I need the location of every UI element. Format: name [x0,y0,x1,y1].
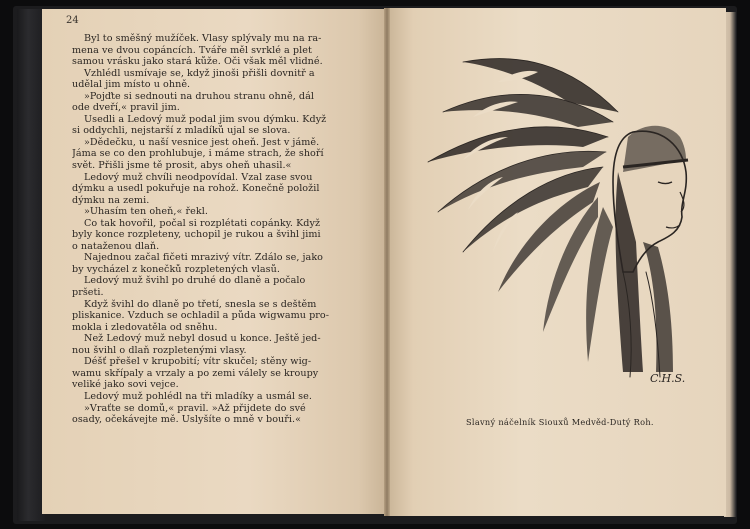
book-cover-spine-edge [17,9,45,521]
story-text [72,33,378,426]
text-line: osady, očekávejte mě. Uslyšíte o mně v bouři.« [72,414,302,426]
svg-text:C.H.S.: C.H.S. [650,372,686,385]
chief-head [613,126,688,377]
text-line: Vzhlédl usmívaje se, když jinoši přišli dovnitř a [84,67,315,79]
text-line: dýmku na zemi. [72,194,150,206]
text-line: Byl to směšný mužíček. Vlasy splývaly mu na ra- [84,33,322,44]
text-line: »Uhasím ten oheň,« řekl. [84,206,208,218]
book-gutter [384,8,390,516]
text-line: Když švihl do dlaně po třetí, snesla se s deštěm [84,298,317,310]
text-line: dýmku a usedl pokuřuje na rohož. Konečně položil [72,183,320,195]
text-line: pliskanice. Vzduch se ochladil a půda wigwamu pro- [72,310,330,322]
text-line: Najednou začal fičeti mrazivý vítr. Zdálo se, jako [84,252,324,264]
artist-signature [650,372,685,385]
text-line: ode dveří,« pravil jim. [72,102,180,114]
text-line: »Pojďte si sednouti na druhou stranu ohně, dál [84,90,314,102]
text-line: Usedli a Ledový muž podal jim svou dýmku. Když [84,113,327,125]
page-number: 24 [66,15,79,26]
chief-portrait-illustration [418,42,708,392]
text-line: pršeti. [72,287,104,299]
text-line: by vycházel z konečků rozpletených vlasů. [72,263,280,275]
text-line: veliké jako sovi vejce. [72,379,179,391]
text-line: samou vrásku jako stará kůže. Oči však měl vlidné. [72,56,323,68]
text-line: Ledový muž pohlédl na tři mladíky a usmál se. [84,390,312,402]
war-bonnet-feathers [428,59,618,362]
text-line: Než Ledový muž nebyl dosud u konce. Ještě jed- [84,333,321,345]
text-line: o nataženou dlaň. [72,240,160,252]
left-page [42,9,386,514]
text-line: nou švihl o dlaň rozpletenými vlasy. [72,344,247,356]
text-line: mokla i zledovatěla od sněhu. [72,321,218,333]
text-line: si oddychli, nejstarší z mladíků ujal se slova. [72,125,291,137]
illustration-caption: Slavný náčelník Siouxů Medvěd-Dutý Roh. [466,417,654,427]
text-line: Ledový muž švihl po druhé do dlaně a počalo [84,275,306,287]
text-line: svět. Přišli jsme tě prosit, abys oheň uhasil.« [72,160,292,172]
text-line: Co tak hovořil, počal si rozplétati copánky. Když [84,217,321,229]
text-line: Déšť přešel v krupobití; vítr skučel; stěny wig- [84,356,312,368]
text-line: Jáma se co den prohlubuje, i máme strach, že shoří [72,148,324,160]
text-line: wamu skřípaly a vrzaly a po zemi válely se kroupy [72,367,319,379]
text-line: Ledový muž chvíli neodpovídal. Vzal zase svou [84,171,313,183]
text-line: »Dědečku, u naší vesnice jest oheň. Jest v jámě. [84,136,320,148]
text-line: mena ve dvou copáncích. Tváře měl svrklé a plet [72,44,312,56]
text-line: »Vraťte se domů,« pravil. »Až přijdete do své [84,402,306,414]
text-line: byly konce rozpleteny, uchopil je rukou a švihl jimi [72,229,321,241]
text-line: udělal jim místo u ohně. [72,79,191,91]
